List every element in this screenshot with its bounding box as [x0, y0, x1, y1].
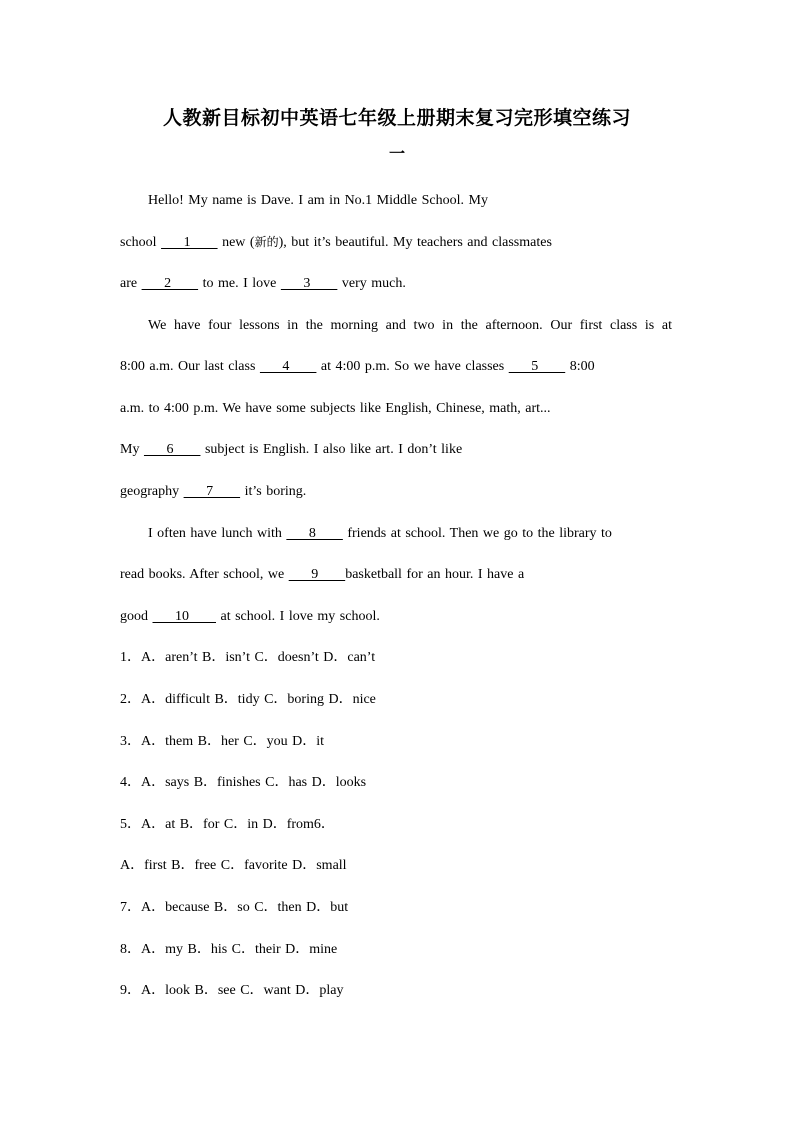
passage-line-10 — [120, 565, 524, 585]
passage-line-8 — [120, 482, 306, 502]
blank-7: 7 — [183, 484, 241, 499]
passage-text: ), but it’s beautiful. My teachers and classmates — [278, 235, 552, 250]
passage-text: 8:00 — [565, 359, 595, 374]
passage-chinese-note: 新的 — [254, 235, 279, 249]
passage-text: new ( — [217, 235, 255, 250]
passage-text: subject is English. I also like art. I don’t like — [200, 442, 463, 457]
passage-text: at school. I love my school. — [216, 609, 380, 624]
passage-text: geography — [120, 484, 184, 499]
passage-line-11 — [120, 607, 380, 627]
blank-9: 9 — [288, 567, 346, 582]
blank-2: 2 — [141, 276, 199, 291]
passage-text: basketball for an hour. I have a — [345, 567, 525, 582]
passage-text: My — [120, 442, 144, 457]
passage-text: I often have lunch with — [148, 526, 287, 541]
option-line-9: 9．A．look B．see C．want D．play — [120, 983, 344, 998]
option-line-5: 5．A．at B．for C．in D．from6． — [120, 817, 335, 832]
passage-line-4: We have four lessons in the morning and two in the afternoon. Our first class is at — [148, 318, 672, 333]
passage-text: good — [120, 609, 153, 624]
passage-text: read books. After school, we — [120, 567, 289, 582]
document-title-continuation: 一 — [388, 144, 405, 163]
passage-line-1: Hello! My name is Dave. I am in No.1 Middle School. My — [148, 193, 488, 208]
option-line-8: 8．A．my B．his C．their D．mine — [120, 942, 338, 957]
passage-line-6: a.m. to 4:00 p.m. We have some subjects like English, Chinese, math, art... — [120, 401, 551, 416]
passage-text: to me. I love — [198, 276, 281, 291]
passage-text: friends at school. Then we go to the library to — [342, 526, 612, 541]
passage-line-2 — [120, 232, 552, 253]
blank-6: 6 — [143, 442, 201, 457]
option-line-3: 3．A．them B．her C．you D．it — [120, 734, 325, 749]
option-line-2: 2．A．difficult B．tidy C．boring D．nice — [120, 692, 376, 707]
blank-3: 3 — [280, 276, 338, 291]
document-title: 人教新目标初中英语七年级上册期末复习完形填空练习 — [162, 107, 631, 129]
blank-4: 4 — [259, 359, 317, 374]
passage-line-5 — [120, 357, 595, 377]
passage-text: at 4:00 p.m. So we have classes — [316, 359, 509, 374]
option-line-7: 7．A．because B．so C．then D．but — [120, 900, 349, 915]
blank-5: 5 — [508, 359, 566, 374]
passage-line-7 — [120, 440, 462, 460]
blank-1: 1 — [161, 235, 218, 250]
passage-text: it’s boring. — [240, 484, 307, 499]
option-line-4: 4．A．says B．finishes C．has D．looks — [120, 775, 367, 790]
passage-line-3 — [120, 274, 406, 294]
passage-text: school — [120, 235, 162, 250]
passage-line-9 — [148, 524, 612, 544]
passage-text: very much. — [337, 276, 406, 291]
passage-text: 8:00 a.m. Our last class — [120, 359, 260, 374]
blank-10: 10 — [152, 609, 216, 624]
option-line-6: A．first B．free C．favorite D．small — [120, 858, 347, 873]
option-line-1: 1．A．aren’t B．isn’t C．doesn’t D．can’t — [120, 650, 376, 665]
passage-text: are — [120, 276, 142, 291]
blank-8: 8 — [286, 526, 343, 541]
